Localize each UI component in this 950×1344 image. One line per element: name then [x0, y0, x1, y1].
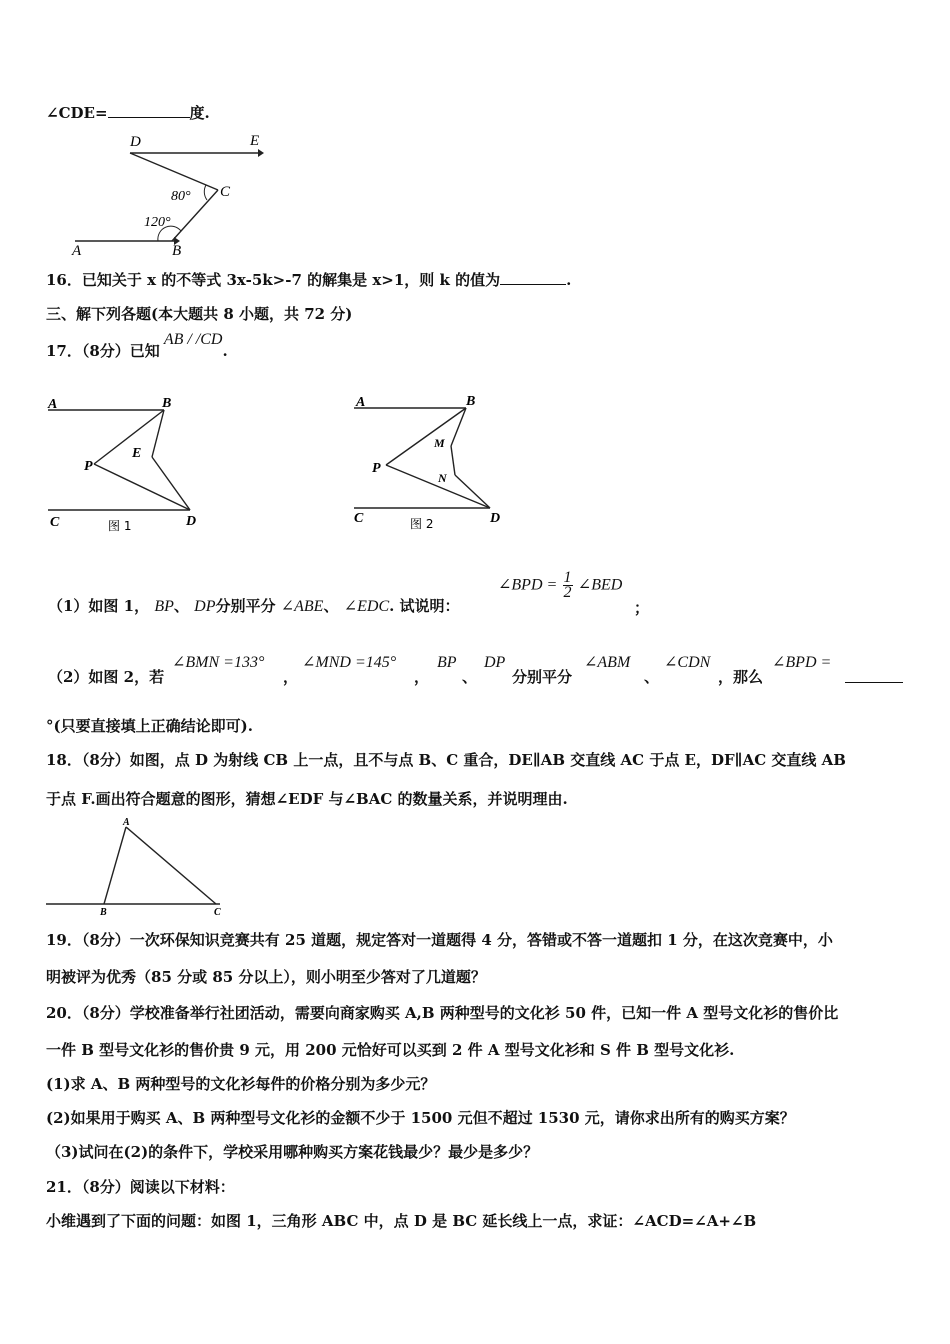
label-a: A	[72, 243, 82, 259]
label-d: D	[130, 134, 141, 150]
q20-line1: 20．（8分）学校准备举行社团活动，需要向商家购买 A,B 两种型号的文化衫 50 件，已知一件 A 型号文化衫的售价比	[46, 1004, 839, 1022]
arrow-e	[258, 149, 264, 157]
label-b: B	[466, 394, 476, 409]
fraction-half: $\frac{1}{2}$	[563, 569, 572, 601]
q17-part2-tail: °(只要直接填上正确结论即可).	[46, 717, 253, 735]
answer-blank	[845, 668, 903, 683]
figure-caption: 图 2	[410, 517, 434, 531]
label-b: B	[162, 396, 172, 411]
q17-intro: 17．（8分）已知AB / /CD.	[46, 331, 228, 360]
q17-part1-formula: ∠BPD = $\frac{1}{2}$ ∠BED	[498, 569, 623, 601]
label-d: D	[490, 511, 501, 526]
label-a: A	[48, 397, 58, 412]
q17-part2-mnd: ∠MND =145°	[302, 654, 397, 671]
q15-figure	[60, 128, 280, 260]
q20-part3: （3)试问在(2)的条件下，学校采用哪种购买方案花钱最少？最少是多少？	[46, 1143, 539, 1161]
q21-line2: 小维遇到了下面的问题：如图 1，三角形 ABC 中，点 D 是 BC 延长线上一点，求证：∠ACD=∠A+∠B	[46, 1212, 757, 1230]
label-e: E	[250, 133, 260, 149]
label-n: N	[438, 471, 447, 485]
label-c: C	[50, 515, 60, 530]
section-heading: 三、解下列各题(本大题共 8 小题，共 72 分)	[46, 305, 353, 323]
given-parallel: AB / /CD	[163, 331, 223, 348]
label-e: E	[132, 446, 142, 461]
label-b: B	[172, 243, 182, 259]
q18-line1: 18．（8分）如图，点 D 为射线 CB 上一点，且不与点 B、C 重合，DE∥AB 交直线 AC 于点 E，DF∥AC 交直线 AB	[46, 751, 846, 769]
label-p: P	[372, 461, 381, 476]
q18-line2: 于点 F.画出符合题意的图形，猜想∠EDF 与∠BAC 的数量关系，并说明理由.	[46, 790, 568, 808]
q17-figure-2	[350, 390, 520, 535]
label-a: A	[123, 817, 130, 828]
figure-caption: 图 1	[108, 519, 132, 533]
segment-ac	[126, 827, 216, 904]
q19-line1: 19．（8分）一次环保知识竞赛共有 25 道题，规定答对一道题得 4 分，答错或不答一道题扣 1 分，在这次竞赛中，小	[46, 931, 833, 949]
label-c: C	[220, 184, 231, 200]
q20-part2: (2)如果用于购买 A、B 两种型号文化衫的金额不少于 1500 元但不超过 1530 元，请你求出所有的购买方案？	[46, 1109, 795, 1127]
answer-blank	[108, 103, 190, 118]
q20-line2: 一件 B 型号文化衫的售价贵 9 元，用 200 元恰好可以买到 2 件 A 型号文化衫和 S 件 B 型号文化衫.	[46, 1041, 735, 1059]
label-p: P	[84, 459, 93, 474]
segment-ab	[104, 827, 126, 904]
angle-label-b: 120°	[144, 215, 171, 230]
angle-label-c: 80°	[171, 189, 191, 204]
answer-blank	[500, 270, 566, 285]
label-c: C	[354, 511, 364, 526]
label-c: C	[214, 907, 221, 918]
q17-figure-1	[44, 392, 214, 537]
q16: 16．已知关于 x 的不等式 3x-5k>-7 的解集是 x>1，则 k 的值为 .	[46, 271, 572, 289]
q17-part2-label: （2）如图 2，若	[48, 668, 165, 686]
q15-answer-line: ∠CDE= 度.	[46, 104, 210, 122]
q19-line2: 明被评为优秀（85 分或 85 分以上），则小明至少答对了几道题？	[46, 968, 486, 986]
q17-part2-bmn: ∠BMN =133°	[172, 654, 265, 671]
q17-part1-end: ；	[634, 599, 650, 617]
q20-part1: (1)求 A、B 两种型号的文化衫每件的价格分别为多少元？	[46, 1075, 436, 1093]
q18-figure	[44, 815, 234, 920]
label-d: D	[186, 514, 197, 529]
q17-part1: （1）如图 1， BP、 DP分别平分 ∠ABE、 ∠EDC. 试说明：	[48, 597, 460, 615]
label-a: A	[356, 395, 366, 410]
angle-arc-c	[204, 185, 207, 200]
q21-line1: 21．（8分）阅读以下材料：	[46, 1178, 235, 1196]
label-b: B	[100, 907, 107, 918]
label-m: M	[434, 436, 445, 450]
segment-dc	[130, 153, 218, 190]
